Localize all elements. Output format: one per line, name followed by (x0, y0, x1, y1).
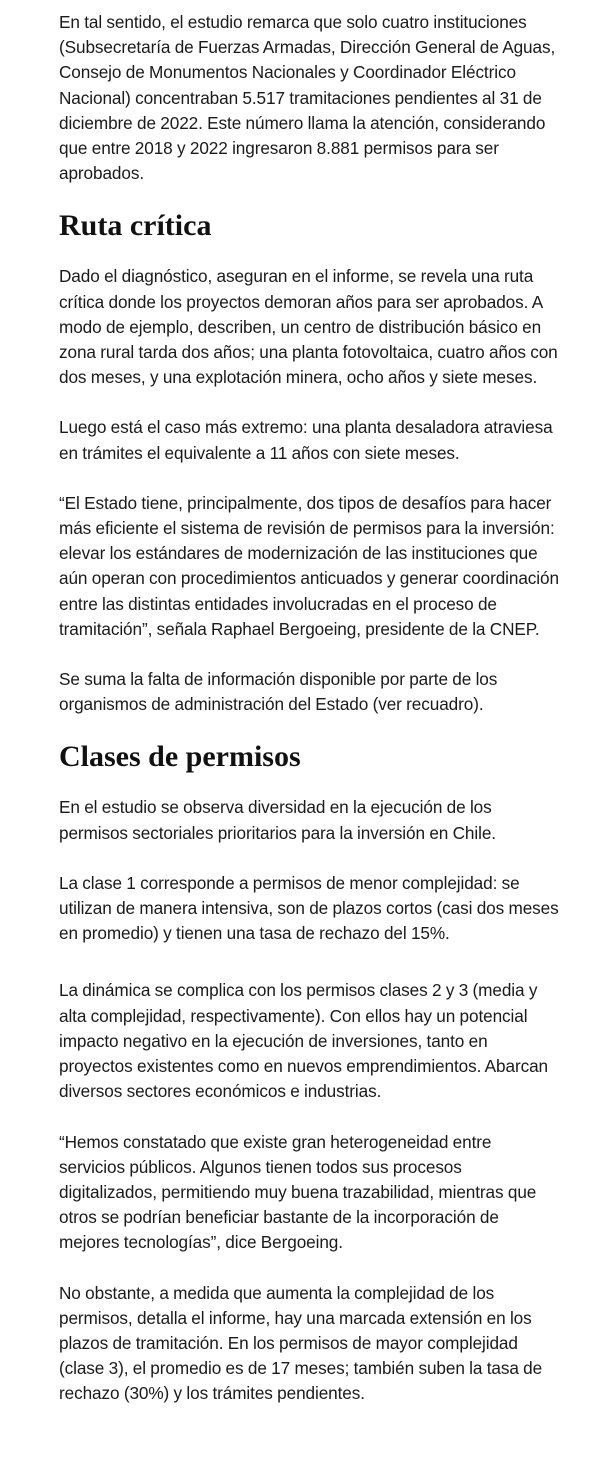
paragraph-intro: En tal sentido, el estudio remarca que solo cuatro instituciones (Subsecretaría de Fuerzas Armadas, Dirección General de Aguas, Consejo de Monumentos Nacionales y Coordinador Eléctrico Nacional) concentraban 5.517 tramitaciones pendientes al 31 de diciembre de 2022. Este número llama la atención, considerando que entre 2018 y 2022 ingresaron 8.881 permisos para ser aprobados. (59, 12, 556, 184)
paragraph-diagnostico: Dado el diagnóstico, aseguran en el informe, se revela una ruta crítica donde los proyectos demoran años para ser aprobados. A modo de ejemplo, describen, un centro de distribución básico en zona rural tarda dos años; una planta fotovoltaica, cuatro años con dos meses, y una explotación minera, ocho años y siete meses. (59, 266, 558, 388)
paragraph-complejidad: No obstante, a medida que aumenta la complejidad de los permisos, detalla el informe, hay una marcada extensión en los plazos de tramitación. En los permisos de mayor complejidad (clase 3), el promedio es de 17 meses; también suben la tasa de rechazo (30%) y los trámites pendientes. (59, 1282, 543, 1404)
paragraph-falta-informacion: Se suma la falta de información disponible por parte de los organismos de administración del Estado (ver recuadro). (59, 669, 498, 715)
section-heading-clases-permisos: Clases de permisos (59, 740, 301, 774)
paragraph-caso-extremo: Luego está el caso más extremo: una planta desaladora atraviesa en trámites el equivalente a 11 años con siete meses. (59, 417, 553, 463)
paragraph-quote-bergoeing: “Hemos constatado que existe gran heterogeneidad entre servicios públicos. Algunos tienen todos sus procesos digitalizados, permitiendo muy buena trazabilidad, mientras que otros se podrían beneficiar bastante de la incorporación de mejores tecnologías”, dice Bergoeing. (59, 1131, 537, 1253)
section-heading-ruta-critica: Ruta crítica (59, 209, 212, 243)
paragraph-clases-2-3: La dinámica se complica con los permisos clases 2 y 3 (media y alta complejidad, respectivamente). Con ellos hay un potencial impacto negativo en la ejecución de inversiones, tanto en proyectos existentes como en nuevos emprendimientos. Abarcan diversos sectores económicos e industrias. (59, 980, 549, 1102)
paragraph-clase-1: La clase 1 corresponde a permisos de menor complejidad: se utilizan de manera intensiva, son de plazos cortos (casi dos meses en promedio) y tienen una tasa de rechazo del 15%. (59, 872, 559, 944)
paragraph-diversidad: En el estudio se observa diversidad en la ejecución de los permisos sectoriales prioritarios para la inversión en Chile. (59, 797, 496, 843)
paragraph-quote-estado: “El Estado tiene, principalmente, dos tipos de desafíos para hacer más eficiente el sistema de revisión de permisos para la inversión: elevar los estándares de modernización de las instituciones que aún operan con procedimientos anticuados y generar coordinación entre las distintas entidades involucradas en el proceso de tramitación”, señala Raphael Bergoeing, presidente de la CNEP. (59, 492, 559, 639)
